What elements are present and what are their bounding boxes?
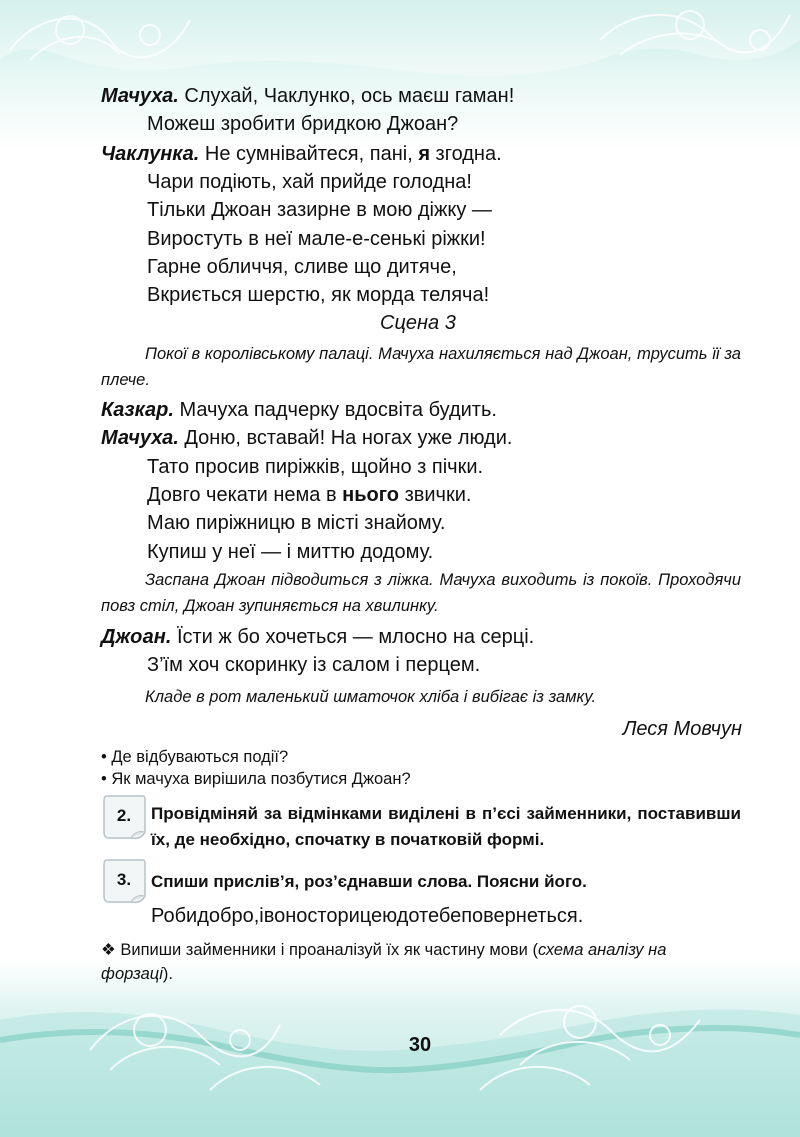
dialogue-line: Тільки Джоан зазирне в мою діжку —: [147, 199, 492, 221]
stage-direction: Кладе в рот маленький шматочок хліба і вибігає із замку.: [145, 688, 597, 706]
dialogue-text: Доню, вставай! На ногах уже люди.: [178, 427, 513, 449]
task-text: Спиши прислів’я, роз’єднавши слова. Поясни його.: [151, 872, 587, 891]
highlighted-pronoun: я: [418, 143, 430, 165]
author-name: Леся Мовчун: [622, 718, 742, 740]
diamond-bullet-icon: ❖: [101, 941, 116, 959]
dialogue-text: Довго чекати нема в: [147, 484, 343, 506]
dialogue-line: Можеш зробити бридкою Джоан?: [147, 113, 459, 135]
scene-title: Сцена 3: [380, 312, 456, 334]
stage-direction: Заспана Джоан підводиться з ліжка. Мачуха виходить із покоїв. Проходячи повз стіл, Джоан зупиняється на хвилинку.: [101, 571, 741, 615]
speaker-name: Джоан.: [101, 626, 172, 648]
speaker-name: Мачуха.: [101, 85, 179, 107]
star-task: [101, 938, 741, 986]
dialogue-line: Чари подіють, хай прийде голодна!: [147, 171, 472, 193]
dialogue-line: Маю пиріжницю в місті знайому.: [147, 512, 446, 534]
star-task-italic: схема аналізу на форзаці: [101, 941, 667, 983]
speaker-name: Казкар.: [101, 399, 174, 421]
task-number: 3.: [116, 870, 132, 889]
dialogue-line: Гарне обличчя, сливе що дитяче,: [147, 256, 457, 278]
task-text: Провідміняй за відмінками виділені в п’єсі займенники, поставивши їх, де необхідно, спочатку в початковій формі.: [151, 804, 741, 849]
dialogue-line: [147, 481, 471, 509]
proverb: Робидобро,івоносторицеюдотебеповернеться.: [151, 905, 584, 927]
dialogue-text: Мачуха падчерку вдосвіта будить.: [173, 399, 497, 421]
dialogue-line: [101, 396, 497, 424]
star-task-text: ).: [162, 965, 173, 983]
dialogue-line: Тато просив пиріжків, щойно з пічки.: [147, 456, 484, 478]
highlighted-pronoun: нього: [342, 484, 400, 506]
speaker-name: Чаклунка.: [101, 143, 200, 165]
dialogue-line: [101, 82, 514, 110]
dialogue-text: згодна.: [429, 143, 502, 165]
dialogue-line: [101, 623, 534, 651]
question-item: • Де відбуваються події?: [101, 748, 289, 766]
dialogue-text: Слухай, Чаклунко, ось маєш гаман!: [178, 85, 515, 107]
page-number: 30: [408, 1034, 432, 1056]
dialogue-line: З’їм хоч скоринку із салом і перцем.: [147, 654, 481, 676]
star-task-text: Випиши займенники і проаналізуй їх як частину мови (: [115, 941, 538, 959]
dialogue-text: Не сумнівайтеся, пані,: [199, 143, 419, 165]
task-number-badge: [101, 856, 147, 906]
dialogue-line: Вкриється шерстю, як морда теляча!: [147, 284, 490, 306]
stage-direction: Покої в королівському палаці. Мачуха нахиляється над Джоан, трусить її за плече.: [101, 345, 741, 389]
question-item: • Як мачуха вирішила позбутися Джоан?: [101, 770, 411, 788]
dialogue-line: [101, 140, 502, 168]
dialogue-text: Їсти ж бо хочеться — млосно на серці.: [171, 626, 535, 648]
dialogue-line: Купиш у неї — і миттю додому.: [147, 541, 434, 563]
dialogue-text: звички.: [399, 484, 472, 506]
task-number-badge: [101, 792, 147, 842]
speaker-name: Мачуха.: [101, 427, 179, 449]
dialogue-line: [101, 424, 512, 452]
dialogue-line: Виростуть в неї мале-е-сенькі ріжки!: [147, 228, 486, 250]
task-number: 2.: [116, 806, 132, 825]
